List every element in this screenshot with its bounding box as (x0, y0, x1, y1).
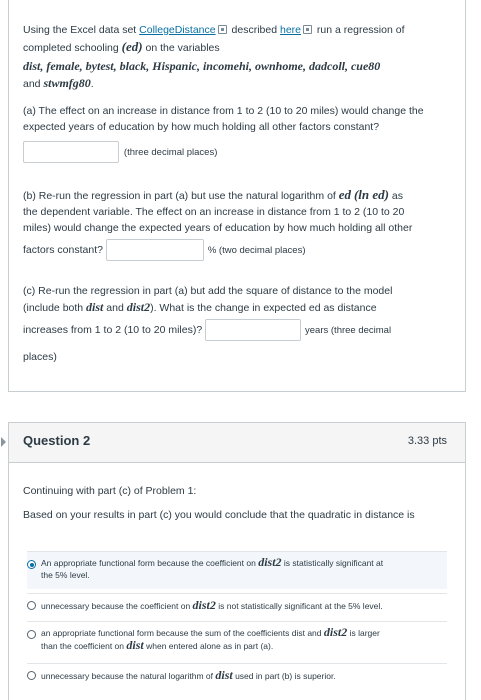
option-text: is larger (347, 628, 380, 638)
stwmfg80-math: stwmfg80 (43, 76, 91, 90)
part-c-line-3: increases from 1 to 2 (10 to 20 miles)? (23, 324, 203, 336)
option-text: An appropriate functional form because the coefficient on (41, 558, 259, 568)
intro-text: Using the Excel data set (23, 24, 140, 36)
intro-line-4 (23, 75, 453, 92)
part-c-suffix: years (three decimal (305, 324, 392, 336)
part-c-line-1: (c) Re-run the regression in part (a) but add the square of distance to the model (23, 285, 393, 297)
collegedistance-link[interactable]: CollegeDistance (139, 24, 216, 36)
answer-option-2[interactable] (27, 593, 447, 617)
question-2-body (23, 483, 453, 523)
flag-marker-icon (1, 437, 6, 447)
dist2-math: dist2 (258, 555, 282, 569)
radio-button-selected[interactable] (27, 560, 36, 569)
intro-text: run a regression of (314, 24, 405, 36)
variables-list: dist, female, bytest, black, Hispanic, incomehi, ownhome, dadcoll, cue80 (23, 59, 381, 73)
part-a-answer-input[interactable] (23, 141, 119, 163)
option-text: an appropriate functional form because the sum of the coefficients dist and (41, 628, 324, 638)
option-text: is not statistically significant at the 5% level. (215, 601, 383, 611)
question-2-title: Question 2 (23, 433, 91, 448)
part-a-suffix: (three decimal places) (123, 146, 218, 158)
part-b-line-1 (23, 187, 453, 204)
dist2-math: dist2 (192, 598, 216, 612)
part-b-text: as (388, 190, 403, 202)
external-file-icon[interactable] (218, 25, 227, 34)
ed-math: ed (338, 187, 352, 202)
part-a-answer-row (23, 141, 453, 167)
ed-math: (ed) (121, 39, 143, 54)
radio-button[interactable] (27, 630, 36, 639)
question-1-body (23, 22, 453, 365)
answer-option-3-text (41, 626, 380, 652)
answer-option-1-text (41, 556, 383, 581)
part-b-line-3: miles) would change the expected years of education by how much holding all other (23, 222, 413, 234)
option-text: the 5% level. (41, 570, 90, 580)
part-a-line-1: (a) The effect on an increase in distance from 1 to 2 (10 to 20 miles) would change the (23, 105, 424, 117)
question-2-header (9, 423, 465, 463)
question-1-card (8, 0, 466, 392)
intro-text: and (23, 78, 44, 90)
ln-ed-math: (ln ed) (353, 187, 389, 202)
answer-option-4-text (41, 669, 336, 682)
intro-line-1 (23, 22, 453, 38)
option-text: unnecessary because the natural logarithm of (41, 671, 216, 681)
option-text: when entered alone as in part (a). (143, 641, 274, 651)
option-text: used in part (b) is superior. (232, 671, 336, 681)
intro-text: on the variables (142, 42, 220, 54)
part-b-suffix: % (two decimal places) (207, 244, 306, 256)
part-b-text: (b) Re-run the regression in part (a) but use the natural logarithm of (23, 190, 339, 202)
external-file-icon[interactable] (303, 25, 312, 34)
part-c-answer-row (23, 319, 453, 345)
intro-text: . (90, 78, 94, 90)
option-text: unnecessary because the coefficient on (41, 601, 193, 611)
answer-option-2-text (41, 599, 383, 612)
part-c-text: ). What is the change in expected ed as distance (150, 302, 377, 314)
dist-math: dist (86, 300, 104, 314)
dist2-math: dist2 (126, 300, 151, 314)
question-2-prompt: Based on your results in part (c) you would conclude that the quadratic in distance is (23, 509, 415, 521)
answer-option-3[interactable] (27, 621, 447, 659)
question-2-points: 3.33 pts (407, 435, 447, 447)
here-link[interactable]: here (280, 24, 302, 36)
question-2-intro: Continuing with part (c) of Problem 1: (23, 485, 197, 497)
intro-text: described (228, 24, 280, 36)
radio-button[interactable] (27, 601, 36, 610)
part-c-text: (include both (23, 302, 87, 314)
dist2-math: dist2 (323, 625, 348, 639)
part-c-line-4: places) (23, 351, 57, 363)
radio-button[interactable] (27, 671, 36, 680)
question-2-card (8, 422, 466, 700)
part-a-line-2: expected years of education by how much holding all other factors constant? (23, 121, 380, 133)
part-b-answer-input[interactable] (106, 239, 204, 261)
answer-option-4[interactable] (27, 663, 447, 687)
answer-option-1[interactable] (27, 551, 447, 589)
part-c-text: and (103, 302, 127, 314)
option-text: than the coefficient on (41, 641, 127, 651)
part-c-answer-input[interactable] (205, 319, 301, 341)
part-b-answer-row (23, 239, 453, 265)
dist-math: dist (126, 638, 144, 652)
option-text: is statistically significant at (281, 558, 384, 568)
dist-math: dist (215, 668, 233, 682)
part-b-line-4: factors constant? (23, 244, 103, 256)
intro-line-2 (23, 39, 453, 56)
intro-text: completed schooling (23, 42, 122, 54)
part-c-line-2 (23, 299, 453, 316)
part-b-line-2: the dependent variable. The effect on an increase in distance from 1 to 2 (10 to 20 (23, 206, 405, 218)
